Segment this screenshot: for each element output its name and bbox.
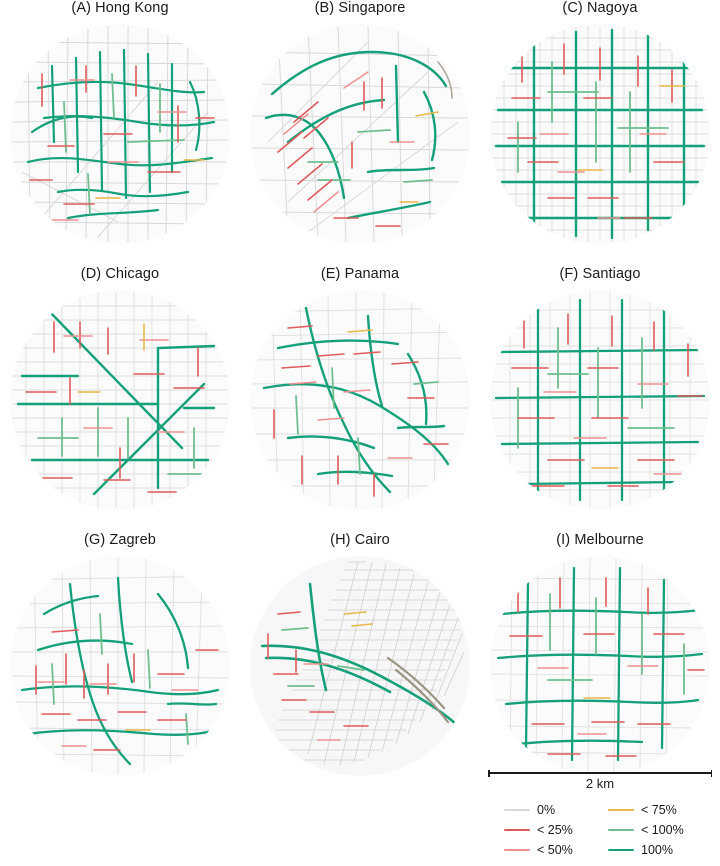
legend-item-lt100pct bbox=[608, 823, 712, 837]
map-melbourne bbox=[488, 554, 712, 778]
panel-i bbox=[480, 532, 720, 802]
legend-swatch bbox=[504, 829, 530, 832]
panel-title: (E) Panama bbox=[320, 266, 400, 282]
map-nagoya bbox=[488, 22, 712, 246]
legend-label: < 100% bbox=[641, 823, 684, 837]
panel-title: (F) Santiago bbox=[559, 266, 641, 282]
panel-h bbox=[240, 532, 480, 802]
map-svg bbox=[8, 22, 232, 246]
panel-title: (D) Chicago bbox=[80, 266, 160, 282]
panel-b bbox=[240, 0, 480, 270]
panel-d bbox=[0, 266, 240, 536]
map-svg bbox=[488, 554, 712, 778]
legend-label: < 25% bbox=[537, 823, 573, 837]
map-santiago bbox=[488, 288, 712, 512]
panel-title: (I) Melbourne bbox=[556, 532, 644, 548]
legend-swatch bbox=[504, 849, 530, 852]
legend-label: < 50% bbox=[537, 843, 573, 857]
map-svg bbox=[8, 288, 232, 512]
panel-a bbox=[0, 0, 240, 270]
map-zagreb bbox=[8, 554, 232, 778]
map-hong-kong bbox=[8, 22, 232, 246]
legend-items bbox=[504, 800, 712, 860]
panel-e bbox=[240, 266, 480, 536]
map-svg bbox=[248, 22, 472, 246]
map-svg bbox=[248, 288, 472, 512]
panel-c bbox=[480, 0, 720, 270]
panel-title: (A) Hong Kong bbox=[71, 0, 169, 16]
panel-title: (G) Zagreb bbox=[84, 532, 156, 548]
map-panama bbox=[248, 288, 472, 512]
legend-item-lt75pct bbox=[608, 803, 712, 817]
scale-bar bbox=[488, 770, 712, 796]
legend-swatch bbox=[608, 809, 634, 812]
legend-swatch bbox=[608, 829, 634, 832]
map-svg bbox=[488, 288, 712, 512]
map-cairo bbox=[248, 554, 472, 778]
legend-label: 0% bbox=[537, 803, 556, 817]
legend-item-lt25pct bbox=[504, 823, 608, 837]
legend bbox=[488, 770, 712, 862]
map-svg bbox=[488, 22, 712, 246]
panel-g bbox=[0, 532, 240, 802]
legend-item-lt50pct bbox=[504, 843, 608, 857]
map-svg bbox=[8, 554, 232, 778]
panel-title: (C) Nagoya bbox=[562, 0, 638, 16]
legend-item-0pct bbox=[504, 803, 608, 817]
scale-bar-line bbox=[488, 772, 712, 774]
panel-f bbox=[480, 266, 720, 536]
panel-title: (B) Singapore bbox=[314, 0, 406, 16]
map-chicago bbox=[8, 288, 232, 512]
panel-title: (H) Cairo bbox=[330, 532, 390, 548]
legend-swatch bbox=[504, 809, 530, 812]
map-singapore bbox=[248, 22, 472, 246]
scale-bar-label: 2 km bbox=[585, 776, 615, 791]
map-svg bbox=[248, 554, 472, 778]
legend-swatch bbox=[608, 849, 634, 852]
legend-label: 100% bbox=[641, 843, 673, 857]
legend-item-100pct bbox=[608, 843, 712, 857]
legend-label: < 75% bbox=[641, 803, 677, 817]
